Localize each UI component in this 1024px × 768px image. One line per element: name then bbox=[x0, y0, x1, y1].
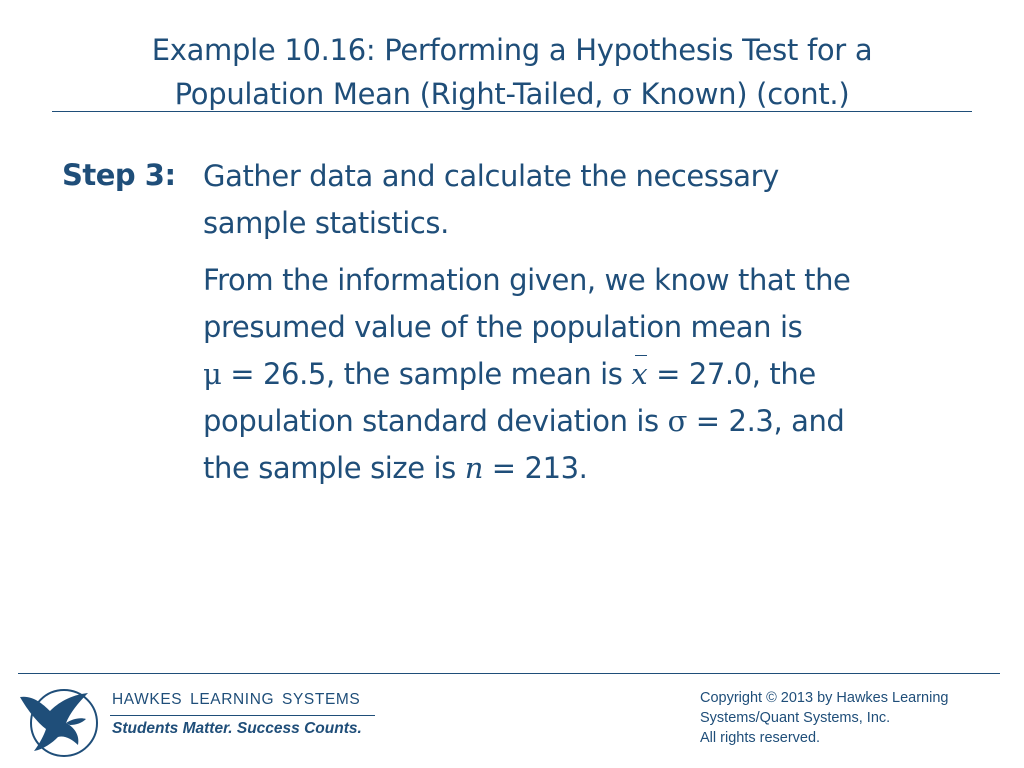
n-prefix-text: the sample size is bbox=[203, 451, 465, 485]
intro-line-2: sample statistics. bbox=[203, 206, 449, 240]
detail-line-5 bbox=[203, 445, 983, 492]
sigma-value-text: = 2.3, and bbox=[686, 404, 845, 438]
mu-symbol: μ bbox=[203, 357, 222, 391]
hawk-globe-icon bbox=[18, 683, 100, 761]
detail-line-4 bbox=[203, 398, 983, 445]
title-line-2-suffix: Known) (cont.) bbox=[631, 77, 850, 111]
title-line-1: Example 10.16: Performing a Hypothesis Test for a bbox=[151, 33, 873, 67]
sigma-symbol-body: σ bbox=[667, 404, 687, 438]
detail-line-2: presumed value of the population mean is bbox=[203, 310, 803, 344]
step-detail-paragraph bbox=[203, 257, 983, 492]
xbar-value-text: = 27.0, the bbox=[647, 357, 816, 391]
brand-divider bbox=[110, 715, 375, 716]
detail-line-1: From the information given, we know that the bbox=[203, 263, 851, 297]
step-intro-paragraph bbox=[203, 153, 983, 247]
intro-line-1: Gather data and calculate the necessary bbox=[203, 159, 779, 193]
n-value-text: = 213. bbox=[482, 451, 588, 485]
xbar-symbol: x bbox=[631, 351, 647, 398]
copyright-line-1: Copyright © 2013 by Hawkes Learning bbox=[700, 690, 949, 706]
copyright-line-2: Systems/Quant Systems, Inc. bbox=[700, 710, 891, 726]
title-line-2-prefix: Population Mean (Right-Tailed, bbox=[174, 77, 613, 111]
mu-value-text: = 26.5, the sample mean is bbox=[221, 357, 632, 391]
sigma-symbol: σ bbox=[612, 77, 632, 111]
copyright-notice bbox=[700, 688, 1010, 748]
brand-tagline: Students Matter. Success Counts. bbox=[112, 720, 362, 737]
step-body bbox=[203, 153, 983, 502]
sigma-prefix-text: population standard deviation is bbox=[203, 404, 668, 438]
slide-title bbox=[0, 28, 1024, 116]
step-label: Step 3: bbox=[62, 158, 176, 192]
brand-name: HAWKES LEARNING SYSTEMS bbox=[112, 691, 361, 708]
title-divider bbox=[52, 111, 972, 112]
n-symbol: n bbox=[464, 451, 483, 485]
copyright-line-3: All rights reserved. bbox=[700, 730, 821, 746]
title-line-2 bbox=[0, 72, 1024, 116]
detail-line-3 bbox=[203, 351, 983, 398]
footer-divider bbox=[18, 673, 1000, 674]
